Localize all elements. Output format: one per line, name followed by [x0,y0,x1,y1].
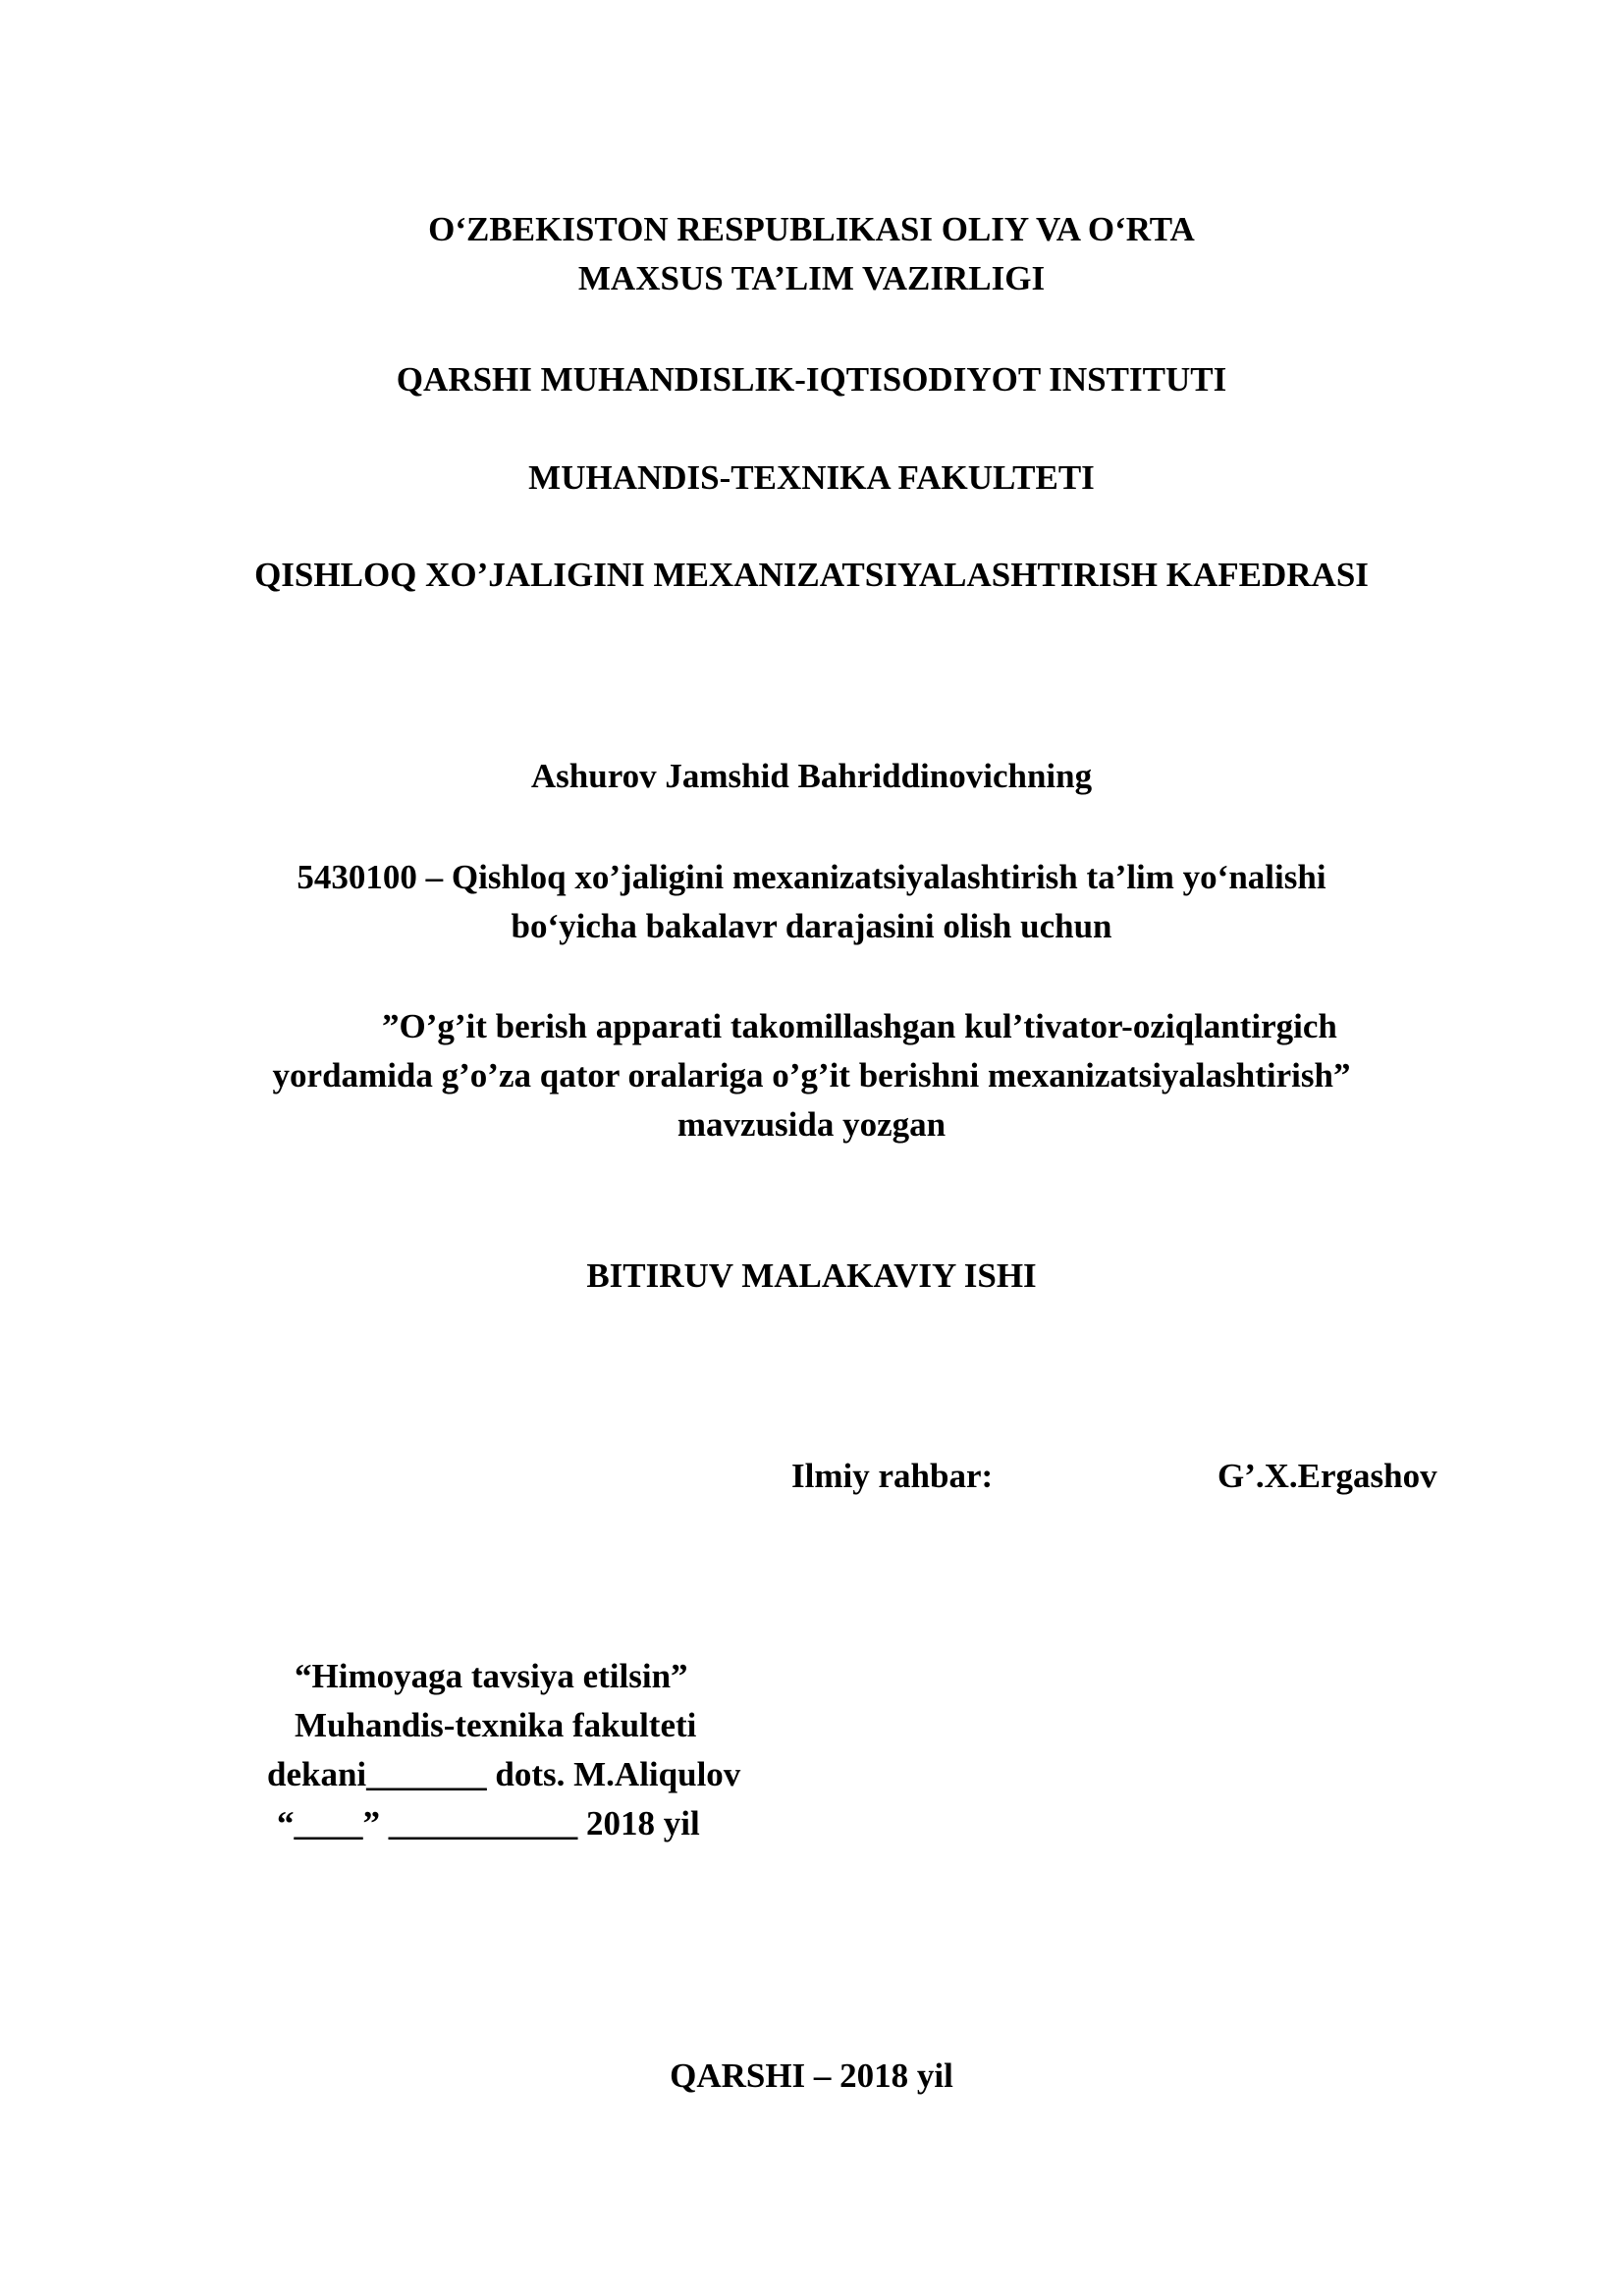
footer-city-year: QARSHI – 2018 yil [670,2056,953,2095]
ministry-line-1: O‘ZBEKISTON RESPUBLIKASI OLIY VA O‘RTA [428,210,1195,248]
supervisor-label: Ilmiy rahbar: [791,1457,994,1495]
approval-line-1: “Himoyaga tavsiya etilsin” [295,1657,688,1695]
topic-line-2: yordamida g’o’za qator oralariga o’g’it berishni mexanizatsiyalashtirish” [272,1056,1351,1095]
author-name: Ashurov Jamshid Bahriddinovichning [530,757,1093,795]
work-title: BITIRUV MALAKAVIY ISHI [586,1256,1037,1295]
degree-line-2: bo‘yicha bakalavr darajasini olish uchun [511,907,1112,945]
faculty-name: MUHANDIS-TEXNIKA FAKULTETI [528,458,1095,497]
approval-line-4: “____” ___________ 2018 yil [277,1804,700,1842]
institute-name: QARSHI MUHANDISLIK-IQTISODIYOT INSTITUTI [396,360,1227,399]
degree-line-1: 5430100 – Qishloq xo’jaligini mexanizatsiyalashtirish ta’lim yo‘nalishi [297,858,1326,896]
approval-line-3: dekani_______ dots. M.Aliqulov [267,1755,741,1793]
topic-line-1: ”O’g’it berish apparati takomillashgan kul’tivator-oziqlantirgich [382,1007,1337,1045]
topic-line-3: mavzusida yozgan [676,1105,947,1144]
approval-line-2: Muhandis-texnika fakulteti [295,1706,697,1744]
department-name: QISHLOQ XO’JALIGINI MEXANIZATSIYALASHTIRISH KAFEDRASI [254,556,1369,594]
supervisor-name: G’.X.Ergashov [1217,1457,1437,1495]
ministry-line-2: MAXSUS TA’LIM VAZIRLIGI [577,259,1046,297]
